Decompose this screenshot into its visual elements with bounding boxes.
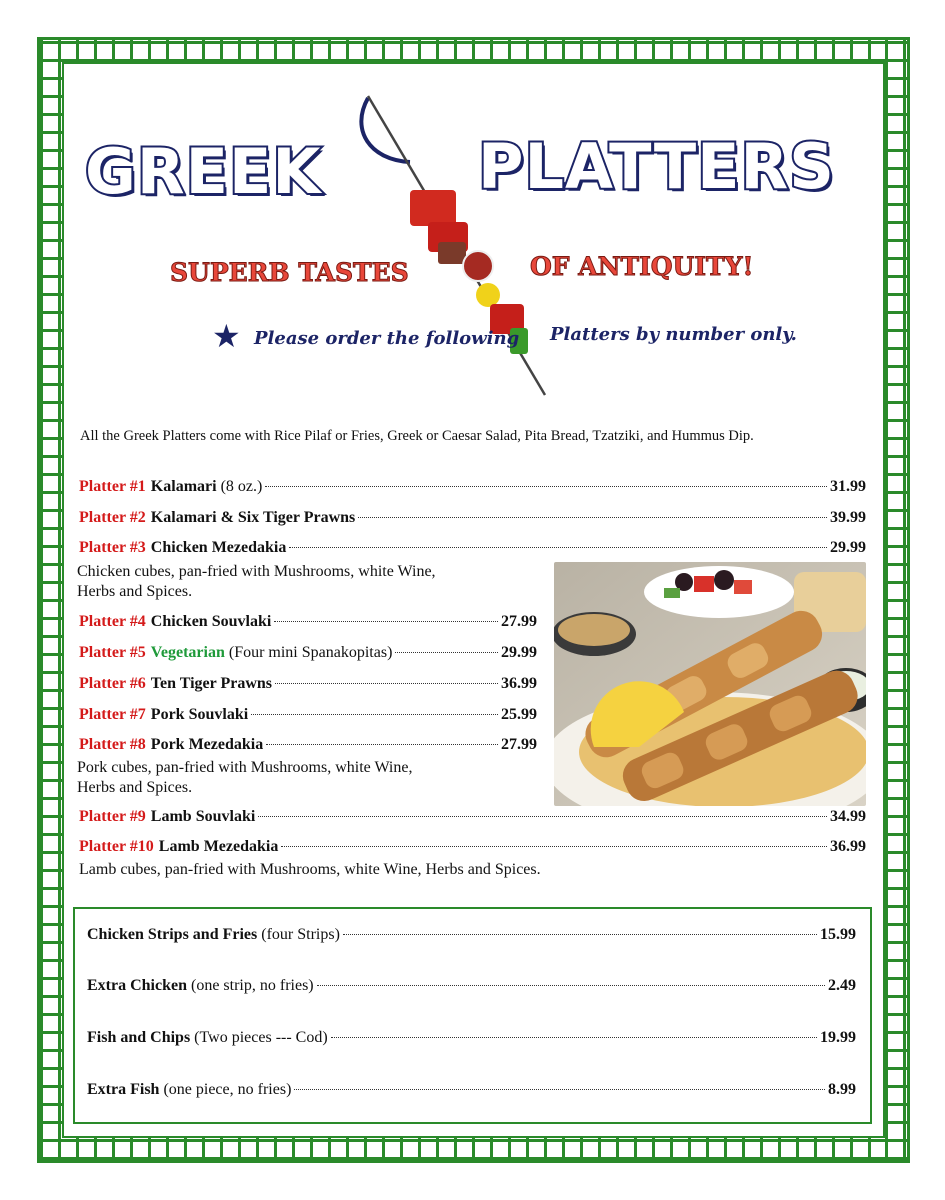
item-price: 15.99	[820, 926, 856, 943]
dot-leader	[258, 816, 827, 817]
platter-name: Lamb Mezedakia	[158, 838, 279, 855]
tagline-left: SUPERB TASTES	[170, 258, 409, 287]
description-line: Pork cubes, pan-fried with Mushrooms, white Wine,	[77, 759, 413, 776]
platter-number: Platter #2	[79, 509, 146, 526]
menu-item-platter-6	[79, 675, 537, 693]
description-line: Lamb cubes, pan-fried with Mushrooms, white Wine, Herbs and Spices.	[79, 861, 541, 878]
item-price: 8.99	[828, 1081, 856, 1098]
dot-leader	[266, 744, 498, 745]
platter-name: Kalamari & Six Tiger Prawns	[150, 509, 356, 526]
platter-number: Platter #4	[79, 613, 146, 630]
item-detail: (one piece, no fries)	[163, 1081, 292, 1098]
title-platters: PLATTERS	[478, 130, 835, 203]
dot-leader	[294, 1089, 825, 1090]
item-name: Fish and Chips	[87, 1029, 191, 1046]
dot-leader	[331, 1037, 817, 1038]
platter-name: Kalamari	[150, 478, 217, 495]
dot-leader	[265, 486, 827, 487]
menu-item-platter-10	[79, 838, 866, 856]
souvlaki-platter-photo	[554, 562, 866, 806]
platter-price: 39.99	[830, 509, 866, 526]
platter-10-description	[79, 860, 541, 880]
platter-name: Chicken Mezedakia	[150, 539, 287, 556]
description-line: Herbs and Spices.	[77, 779, 193, 796]
platter-name-vegetarian: Vegetarian	[150, 644, 225, 661]
platter-price: 31.99	[830, 478, 866, 495]
platter-3-description	[77, 562, 436, 602]
star-icon: ★	[212, 318, 241, 354]
item-name: Extra Fish	[87, 1081, 160, 1098]
item-detail: (one strip, no fries)	[191, 977, 314, 994]
platter-price: 25.99	[501, 706, 537, 723]
platter-detail: (8 oz.)	[220, 478, 263, 495]
platters-intro: All the Greek Platters come with Rice Pilaf or Fries, Greek or Caesar Salad, Pita Bread, Tzatziki, and Hummus Dip.	[80, 428, 754, 444]
menu-item-platter-2	[79, 509, 866, 527]
greek-key-band-bottom	[40, 1138, 907, 1160]
item-name: Extra Chicken	[87, 977, 187, 994]
souvlaki-skewer-illustration	[350, 90, 550, 400]
item-price: 19.99	[820, 1029, 856, 1046]
dot-leader	[251, 714, 498, 715]
greek-key-band-top	[40, 40, 907, 62]
platter-price: 29.99	[501, 644, 537, 661]
menu-item-extra-chicken	[87, 977, 856, 995]
description-line: Chicken cubes, pan-fried with Mushrooms, white Wine,	[77, 563, 436, 580]
item-price: 2.49	[828, 977, 856, 994]
platter-name: Pork Mezedakia	[150, 736, 264, 753]
menu-item-platter-8	[79, 736, 537, 754]
platter-name: Ten Tiger Prawns	[150, 675, 273, 692]
menu-item-platter-7	[79, 706, 537, 724]
dot-leader	[289, 547, 827, 548]
description-line: Herbs and Spices.	[77, 583, 193, 600]
platter-name: Lamb Souvlaki	[150, 808, 256, 825]
platter-number: Platter #3	[79, 539, 146, 556]
platter-number: Platter #6	[79, 675, 146, 692]
platter-number: Platter #9	[79, 808, 146, 825]
title-greek: GREEK	[85, 135, 322, 208]
platter-name: Chicken Souvlaki	[150, 613, 272, 630]
item-name: Chicken Strips and Fries	[87, 926, 258, 943]
menu-item-chicken-strips	[87, 926, 856, 944]
order-note-left: Please order the following	[254, 328, 520, 349]
greek-key-band-right	[885, 40, 907, 1160]
platter-number: Platter #5	[79, 644, 146, 661]
platter-price: 36.99	[830, 838, 866, 855]
dot-leader	[274, 621, 498, 622]
tagline-right: OF ANTIQUITY!	[530, 252, 754, 281]
platter-number: Platter #7	[79, 706, 146, 723]
dot-leader	[281, 846, 827, 847]
menu-item-platter-1	[79, 478, 866, 496]
platter-8-description	[77, 758, 412, 798]
platter-detail: (Four mini Spanakopitas)	[228, 644, 393, 661]
order-note-right: Platters by number only.	[550, 324, 797, 345]
menu-item-platter-4	[79, 613, 537, 631]
dot-leader	[275, 683, 498, 684]
platter-price: 27.99	[501, 736, 537, 753]
menu-item-platter-9	[79, 808, 866, 826]
item-detail: (four Strips)	[261, 926, 340, 943]
platter-price: 34.99	[830, 808, 866, 825]
menu-item-extra-fish	[87, 1081, 856, 1099]
dot-leader	[317, 985, 825, 986]
platter-price: 36.99	[501, 675, 537, 692]
item-detail: (Two pieces --- Cod)	[194, 1029, 328, 1046]
menu-item-platter-3	[79, 539, 866, 557]
menu-item-fish-and-chips	[87, 1029, 856, 1047]
platter-price: 29.99	[830, 539, 866, 556]
dot-leader	[395, 652, 498, 653]
greek-key-band-left	[40, 40, 62, 1160]
platter-name: Pork Souvlaki	[150, 706, 249, 723]
platter-price: 27.99	[501, 613, 537, 630]
dot-leader	[358, 517, 827, 518]
menu-item-platter-5	[79, 644, 537, 662]
platter-number: Platter #1	[79, 478, 146, 495]
platter-number: Platter #8	[79, 736, 146, 753]
platter-number: Platter #10	[79, 838, 154, 855]
dot-leader	[343, 934, 817, 935]
